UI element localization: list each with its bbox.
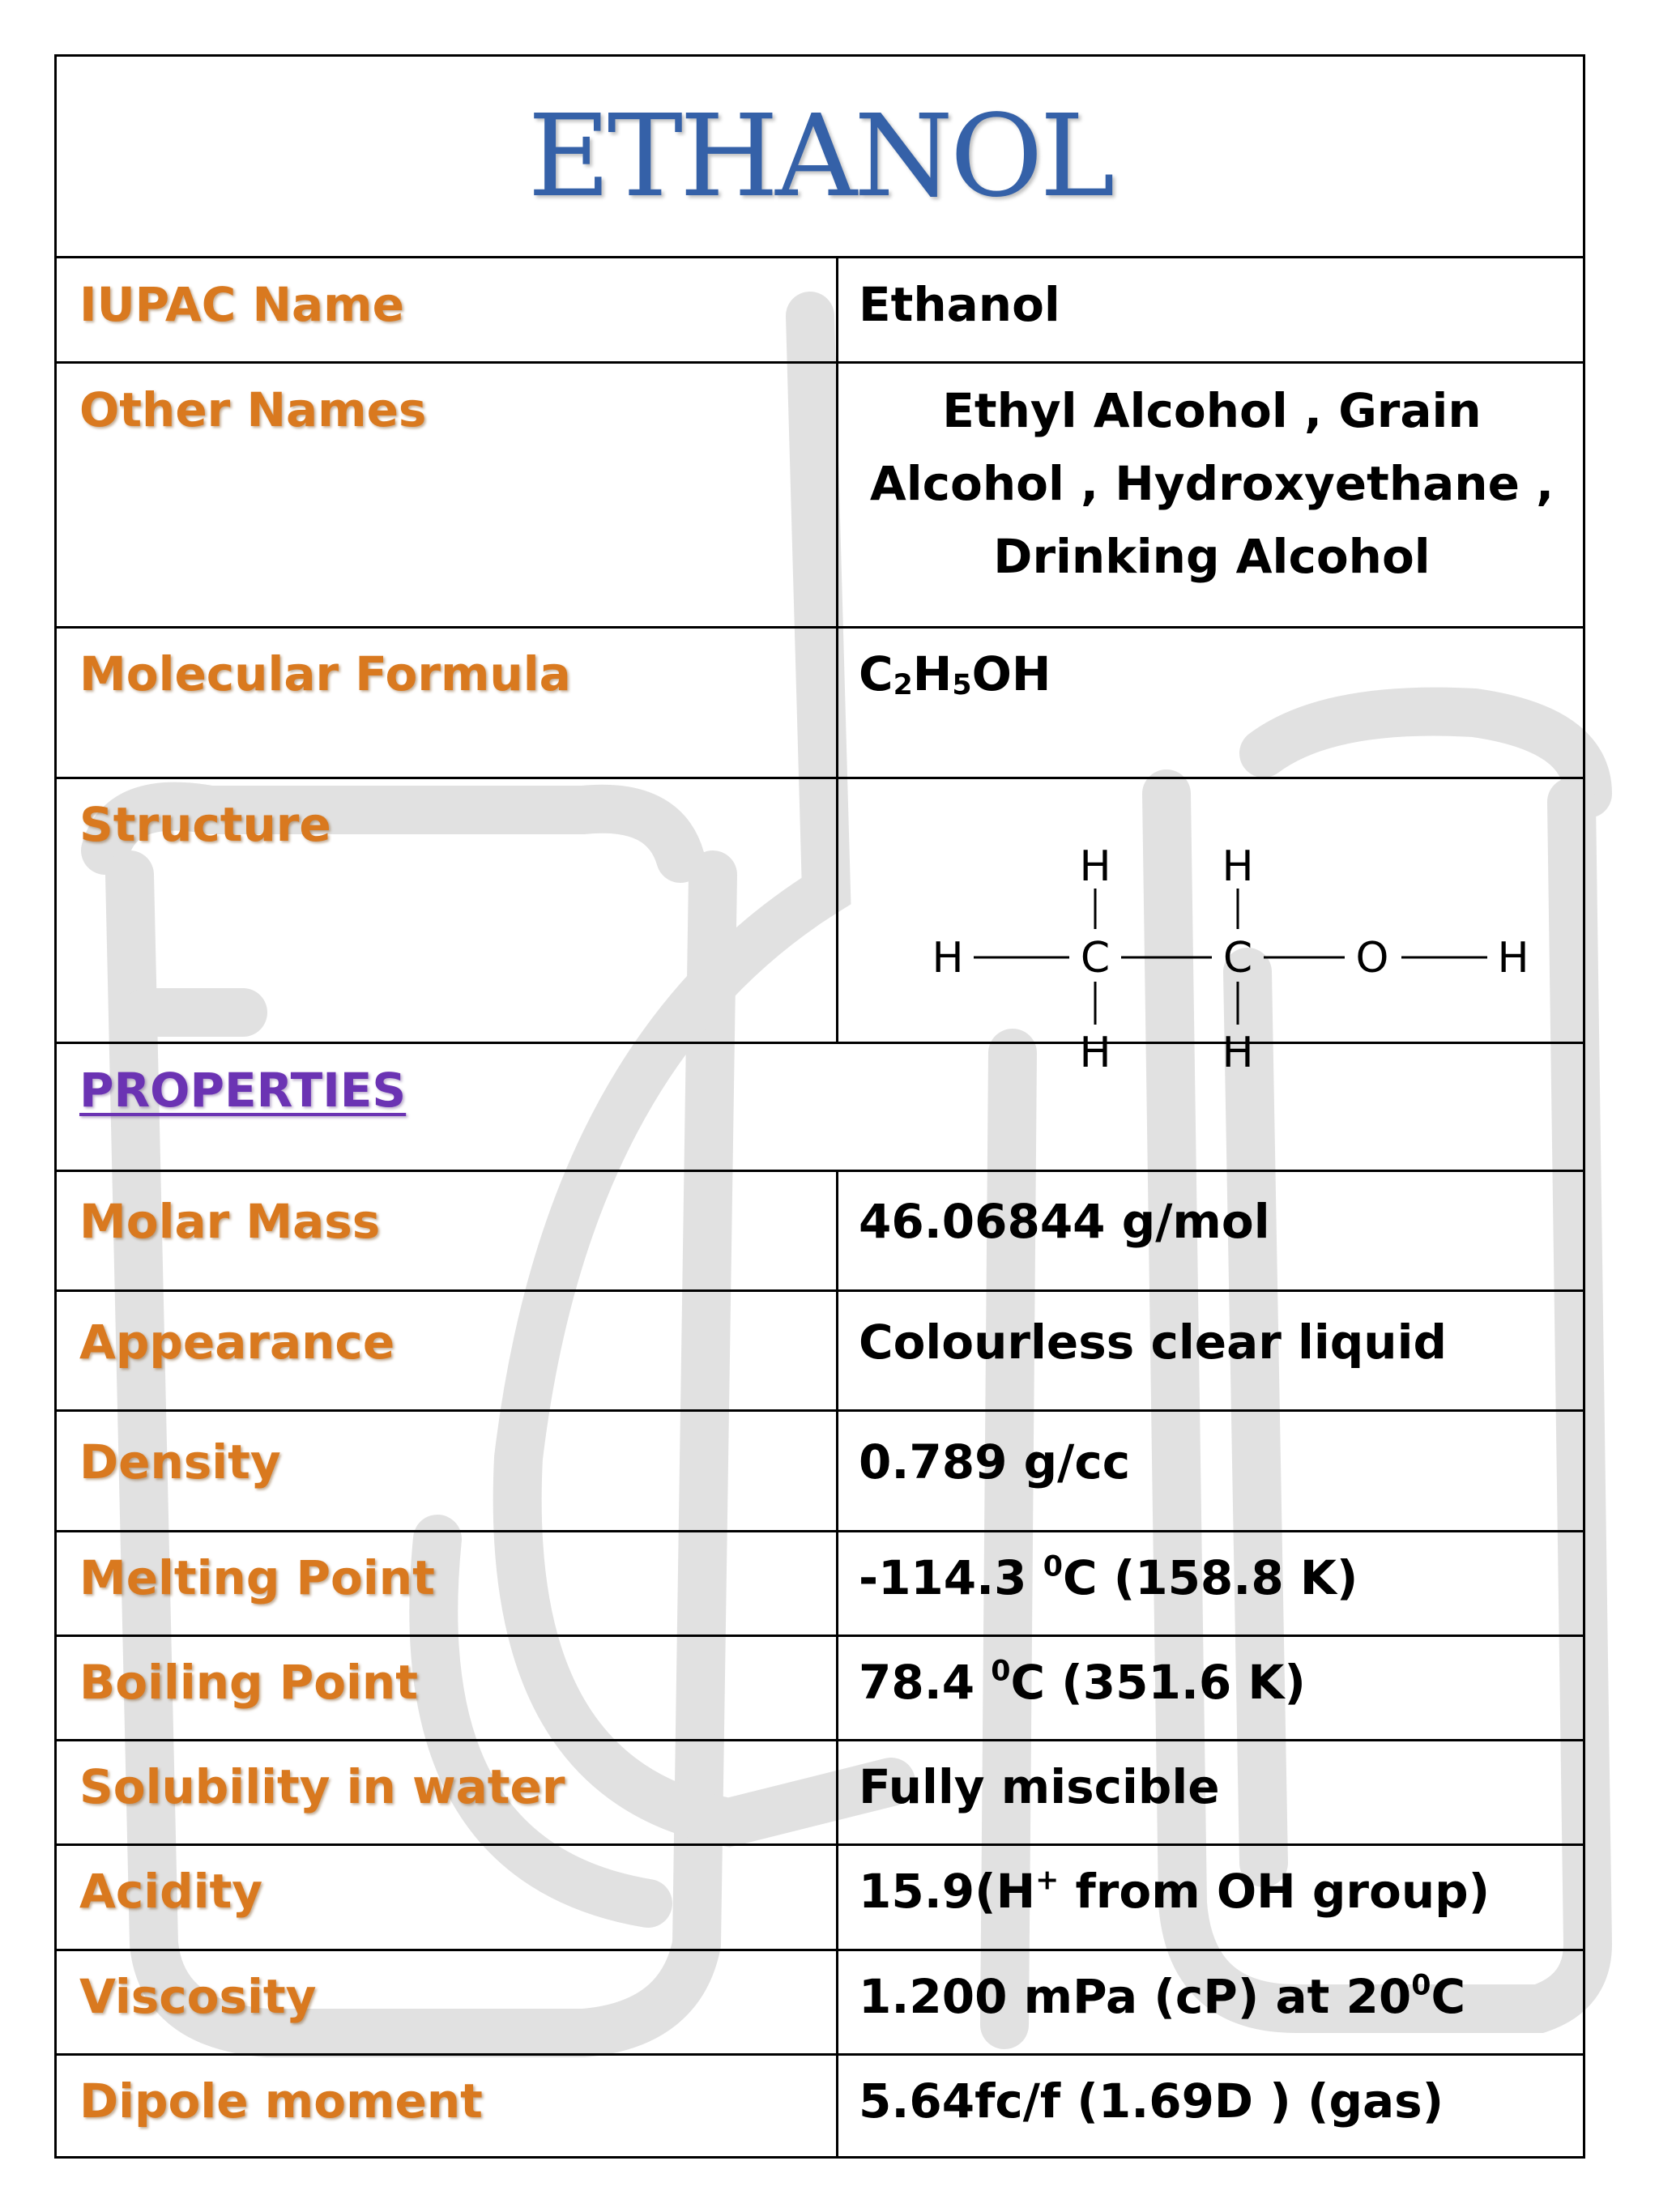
- structural-formula: [915, 799, 1547, 1107]
- other-names-label: Other Names: [79, 382, 427, 437]
- atom-h: H: [1079, 1029, 1111, 1077]
- row-divider: [57, 1949, 1583, 1951]
- viscosity-value: 1.200 mPa (cP) at $20^0C$: [859, 1969, 1466, 2024]
- dipole-moment-value: 5.64fc/f (1.69D ) (gas): [859, 2073, 1444, 2129]
- atom-c: C: [1080, 934, 1111, 982]
- boiling-point-value: 78.4 $^0$C (351.6 K): [859, 1655, 1306, 1710]
- atom-h: H: [932, 934, 964, 982]
- density-value: 0.789 g/cc: [859, 1434, 1131, 1490]
- page-title: ETHANOL: [527, 90, 1112, 223]
- atom-h: H: [1222, 1029, 1254, 1077]
- other-names-line: Drinking Alcohol: [993, 529, 1431, 584]
- density-label: Density: [79, 1434, 281, 1490]
- row-divider: [57, 1530, 1583, 1532]
- column-divider: [836, 1170, 838, 2156]
- row-divider: [57, 626, 1583, 629]
- acidity-value: 15.9(H+ from OH group): [859, 1864, 1491, 1919]
- other-names-line: Alcohol , Hydroxyethane ,: [869, 456, 1555, 511]
- dipole-moment-label: Dipole moment: [79, 2073, 483, 2129]
- row-divider: [57, 256, 1583, 258]
- row-divider: [57, 1170, 1583, 1172]
- row-divider: [57, 1409, 1583, 1412]
- appearance-label: Appearance: [79, 1315, 395, 1370]
- atom-c: C: [1222, 934, 1253, 982]
- other-names-value: [838, 374, 1585, 593]
- structure-label: Structure: [79, 797, 331, 852]
- iupac-name-label: IUPAC Name: [79, 277, 404, 332]
- molar-mass-label: Molar Mass: [79, 1194, 381, 1249]
- iupac-name-value: Ethanol: [859, 277, 1060, 332]
- acidity-label: Acidity: [79, 1864, 263, 1919]
- molecular-formula-value: $C_2H_5OH$: [859, 646, 1051, 702]
- boiling-point-label: Boiling Point: [79, 1655, 418, 1710]
- solubility-label: Solubility in water: [79, 1759, 565, 1814]
- row-divider: [57, 361, 1583, 364]
- atom-o: O: [1355, 934, 1389, 982]
- viscosity-label: Viscosity: [79, 1969, 317, 2024]
- appearance-value: Colourless clear liquid: [859, 1315, 1447, 1370]
- atom-h: H: [1222, 842, 1254, 891]
- row-divider: [57, 1634, 1583, 1637]
- other-names-line: Ethyl Alcohol , Grain: [942, 383, 1482, 438]
- melting-point-value: -114.3 $^0$C (158.8 K): [859, 1550, 1358, 1605]
- molecular-formula-label: Molecular Formula: [79, 646, 571, 701]
- row-divider: [57, 2053, 1583, 2056]
- row-divider: [57, 1289, 1583, 1292]
- atom-h: H: [1079, 842, 1111, 891]
- solubility-value: Fully miscible: [859, 1759, 1220, 1814]
- molar-mass-value: 46.06844 g/mol: [859, 1194, 1270, 1249]
- properties-heading: PROPERTIES: [79, 1063, 407, 1118]
- row-divider: [57, 1843, 1583, 1846]
- atom-h: H: [1497, 934, 1529, 982]
- row-divider: [57, 777, 1583, 779]
- row-divider: [57, 1739, 1583, 1741]
- ethanol-table: [54, 54, 1585, 2159]
- melting-point-label: Melting Point: [79, 1550, 435, 1605]
